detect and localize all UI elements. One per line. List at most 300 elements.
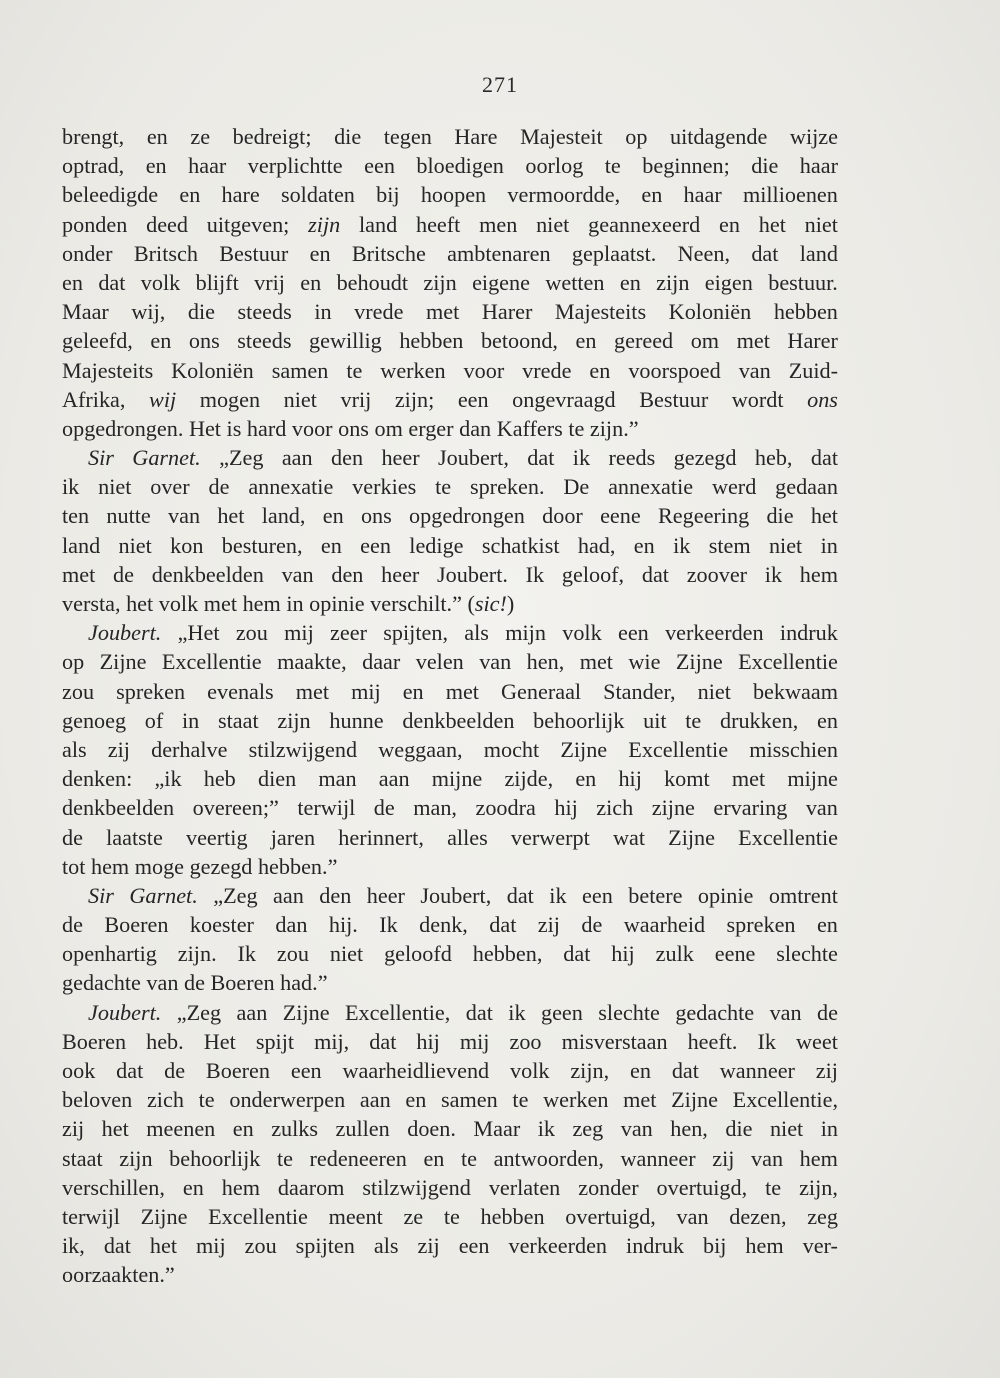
word: had, <box>577 532 616 558</box>
word: Sir <box>88 445 114 471</box>
word: in <box>286 591 304 616</box>
word: door <box>542 503 583 529</box>
word: zijn; <box>394 386 435 412</box>
word: laatste <box>106 824 163 850</box>
word: jaren <box>270 824 316 850</box>
text-line <box>62 1085 838 1114</box>
word: stem <box>708 532 751 558</box>
word: zou <box>276 941 309 967</box>
word: Zijne <box>560 736 608 762</box>
word: bekwaam <box>752 678 838 704</box>
word: zijde, <box>504 766 554 792</box>
word: hij <box>416 1028 440 1054</box>
word: mij <box>351 678 381 704</box>
text-line <box>62 998 838 1027</box>
word: in <box>820 532 838 558</box>
word: met <box>295 678 330 704</box>
word: niet <box>98 474 132 500</box>
word: opinie <box>309 591 365 616</box>
word: Regeering <box>657 503 750 529</box>
word: dezen, <box>729 1203 787 1229</box>
word: opinie <box>697 882 754 908</box>
word: derhalve <box>151 736 228 762</box>
word: „Zeg <box>176 999 222 1025</box>
word: zich <box>596 795 634 821</box>
word: tegen <box>383 124 432 149</box>
text-line <box>62 531 838 560</box>
text-line-words <box>62 531 838 560</box>
word: hij <box>611 941 635 967</box>
text-line-words <box>62 297 838 326</box>
word: geloof, <box>561 561 625 587</box>
word: vrede <box>522 357 572 383</box>
word: Hare <box>454 124 498 149</box>
word: Koloniën <box>668 299 752 325</box>
word: gedachte <box>675 999 755 1025</box>
word: tot <box>62 853 86 879</box>
text-line <box>62 1114 838 1143</box>
word: maakte, <box>277 649 347 675</box>
word: mij <box>284 620 314 646</box>
word: en <box>575 328 597 354</box>
word: heeft. <box>687 1028 738 1054</box>
word: van <box>769 999 802 1025</box>
text-line-words <box>62 414 838 443</box>
word: aan <box>236 999 268 1025</box>
text-line <box>62 326 838 355</box>
word: in <box>314 299 332 325</box>
word: ons <box>807 386 838 412</box>
word: zijne <box>651 795 695 821</box>
word: en <box>182 1174 204 1200</box>
word: als <box>464 620 489 646</box>
word: gereed <box>614 328 674 354</box>
word: zoover <box>686 561 748 587</box>
word: vermoordde, <box>507 182 621 208</box>
word: niet <box>697 678 731 704</box>
word: geleefd, <box>62 328 133 354</box>
word: dat <box>116 1058 144 1083</box>
word: dat <box>98 269 126 295</box>
word: verkeerden <box>508 1233 608 1259</box>
word: een <box>364 153 395 179</box>
text-line <box>62 239 838 268</box>
word: gedachte <box>62 970 141 996</box>
word: ver- <box>802 1233 838 1259</box>
word: de <box>817 999 838 1025</box>
word: hebben <box>480 1203 545 1229</box>
word: hij <box>554 795 578 821</box>
word: ons <box>188 328 220 354</box>
word: betere <box>628 882 683 908</box>
word: volk <box>140 269 181 295</box>
word: volk <box>510 1058 550 1083</box>
word: met <box>623 1087 657 1113</box>
word: den <box>331 445 364 471</box>
word: evenals <box>207 678 274 704</box>
word: ik <box>62 474 80 500</box>
word: heeft <box>415 211 461 237</box>
word: stilzwijgend <box>362 1174 471 1200</box>
word: in <box>182 707 200 733</box>
word: den <box>319 882 352 908</box>
text-line-words <box>62 151 838 180</box>
word: geplaatst. <box>571 240 657 266</box>
word: en <box>719 211 740 237</box>
word: en <box>619 269 641 295</box>
word: annexatie <box>608 474 694 500</box>
word: beloven <box>62 1087 133 1113</box>
word: met <box>426 299 460 325</box>
word: wij, <box>131 299 166 325</box>
word: zijn.” <box>589 415 639 441</box>
word: niet <box>283 386 317 412</box>
text-line <box>62 268 838 297</box>
word: van <box>146 970 179 996</box>
word: aan <box>359 1087 391 1113</box>
word: spreken. <box>469 474 545 500</box>
word: mocht <box>483 736 540 762</box>
word: mijne <box>431 766 483 792</box>
text-line-words <box>62 210 838 239</box>
word: dat <box>563 941 591 967</box>
text-line <box>62 472 838 501</box>
word: Excellentie <box>628 736 729 762</box>
text-line <box>62 735 838 764</box>
word: uitgeven; <box>206 211 290 237</box>
word: wanneer <box>719 1058 795 1083</box>
word: niet <box>329 941 364 967</box>
text-line-words <box>88 618 838 647</box>
word: een <box>360 532 391 558</box>
word: dat <box>751 240 779 266</box>
word: annexatie <box>248 474 334 500</box>
word: te <box>346 357 363 383</box>
word: zou <box>244 1233 277 1259</box>
text-line <box>62 1144 838 1173</box>
text-line-words <box>62 356 838 385</box>
word: om <box>374 415 403 441</box>
word: en <box>322 503 344 529</box>
word: haar <box>799 153 838 179</box>
word: ik <box>673 532 691 558</box>
word: een <box>458 1233 490 1259</box>
text-line <box>62 677 838 706</box>
word: beginnen; <box>642 153 730 179</box>
word: hebben <box>399 328 464 354</box>
text-line <box>62 910 838 939</box>
word: en <box>405 1087 427 1113</box>
word: met <box>203 591 238 616</box>
word: spijten, <box>383 620 448 646</box>
word: steeds <box>237 328 292 354</box>
word: zij <box>62 1116 85 1142</box>
word: zoo <box>509 1028 542 1054</box>
word: Boeren <box>104 912 169 938</box>
word: eigen <box>704 269 753 295</box>
text-line-words <box>62 1260 838 1289</box>
word: stilzwijgend <box>248 736 358 762</box>
word: Ik <box>379 912 398 938</box>
text-line <box>62 1173 838 1202</box>
word: „Het <box>177 620 220 646</box>
word: antwoorden, <box>493 1145 604 1171</box>
text-line-words <box>62 968 838 997</box>
word: de <box>62 912 83 938</box>
text-line <box>62 1056 838 1085</box>
word: uitdagende <box>670 124 768 149</box>
word: ledige <box>409 532 464 558</box>
text-line-words <box>62 823 838 852</box>
word: zulks <box>271 1116 319 1142</box>
word: oorzaakten.” <box>62 1262 175 1288</box>
word: te <box>276 1145 293 1171</box>
word: zijn <box>423 269 457 295</box>
word: de <box>581 912 603 938</box>
word: mij, <box>314 1028 350 1054</box>
word: van <box>281 561 314 587</box>
word: zijn. <box>177 941 217 967</box>
word: een <box>457 386 489 412</box>
word: verwerpt <box>510 824 590 850</box>
word: om <box>690 328 720 354</box>
word: en <box>62 269 83 295</box>
word: hoopen <box>420 182 487 208</box>
word: dien <box>257 766 297 792</box>
word: staat <box>62 1145 103 1171</box>
text-line <box>62 385 838 414</box>
word: ik <box>537 1116 555 1142</box>
word: Maar <box>62 299 109 325</box>
word: samen <box>441 1087 498 1113</box>
word: spreken <box>726 912 796 938</box>
word: Garnet. <box>132 445 201 471</box>
word: doen. <box>407 1116 456 1142</box>
word: het <box>758 211 786 237</box>
text-line-words <box>62 122 838 151</box>
word: geen <box>540 999 583 1025</box>
word: opgedrongen <box>409 503 525 529</box>
word: zoodra <box>475 795 536 821</box>
word: een <box>290 1058 322 1083</box>
word: mogen <box>199 386 261 412</box>
word: kon <box>170 532 204 558</box>
word: ze <box>190 124 211 149</box>
word: en <box>402 678 424 704</box>
word: zullen <box>335 1116 390 1142</box>
word: niet <box>769 1116 804 1142</box>
word: Harer <box>787 328 838 354</box>
word: wie <box>628 649 661 675</box>
word: zij <box>815 1058 838 1083</box>
word: de <box>208 474 230 500</box>
word: Excellentie, <box>344 999 451 1025</box>
word: Ik <box>525 561 545 587</box>
word: te <box>443 1203 460 1229</box>
word: het <box>149 1233 178 1259</box>
word: niet <box>536 211 570 237</box>
word: en <box>179 182 201 208</box>
word: hebben, <box>472 941 543 967</box>
word: man, <box>413 795 457 821</box>
word: hem <box>242 591 281 616</box>
text-line-words <box>62 677 838 706</box>
text-line-words <box>62 326 838 355</box>
text-line-words <box>62 1056 838 1085</box>
word: zij <box>712 1145 735 1171</box>
word: met <box>445 678 479 704</box>
text-line-words <box>62 735 838 764</box>
word: hem <box>90 853 130 879</box>
word: erger <box>408 415 454 441</box>
word: die <box>751 153 779 179</box>
word: Excellentie, <box>732 1087 838 1113</box>
word: de <box>113 561 134 587</box>
word: en <box>300 269 322 295</box>
word: dat <box>641 561 669 587</box>
word: werken <box>380 357 446 383</box>
word: zonder <box>578 1174 639 1200</box>
word: moge <box>134 853 185 879</box>
word: Kaffers <box>496 415 563 441</box>
word: niet <box>118 532 152 558</box>
word: met <box>62 561 96 587</box>
word: te <box>461 1145 478 1171</box>
word: en <box>423 1145 445 1171</box>
word: Het <box>188 415 221 441</box>
word: voor <box>291 415 333 441</box>
text-line-words <box>88 998 838 1027</box>
word: Ik <box>237 941 257 967</box>
word: Het <box>203 1028 236 1054</box>
word: ervaring <box>713 795 788 821</box>
word: een <box>617 620 649 646</box>
word: Joubert. <box>88 620 162 646</box>
word: komt <box>664 766 710 792</box>
word: eene <box>714 941 756 967</box>
word: denk, <box>419 912 468 938</box>
word: mij <box>459 1028 490 1054</box>
word: en <box>309 240 331 266</box>
word: Boeren <box>62 1028 127 1054</box>
word: genoeg <box>62 707 127 733</box>
word: dat <box>671 1058 699 1083</box>
word: Zijne <box>668 824 715 850</box>
word: denken: <box>62 766 133 792</box>
word: Boeren <box>205 1058 270 1083</box>
word: daarom <box>277 1174 345 1200</box>
word: deed <box>146 211 188 237</box>
text-line <box>62 1027 838 1056</box>
text-line-words <box>62 1027 838 1056</box>
word: hem <box>221 1174 260 1200</box>
text-line <box>62 443 838 472</box>
word: oorlog <box>525 153 584 179</box>
word: en <box>816 912 838 938</box>
word: waarheid <box>623 912 706 938</box>
text-line <box>62 764 838 793</box>
word: van <box>751 1145 784 1171</box>
text-line-words <box>62 1202 838 1231</box>
word: dat <box>810 445 838 471</box>
word: ik <box>508 999 526 1025</box>
word: niet <box>768 532 803 558</box>
word: slechte <box>598 999 660 1025</box>
word: had.” <box>280 970 328 996</box>
word: brengt, <box>62 124 125 149</box>
word: Majesteit <box>520 124 603 149</box>
word: ook <box>62 1058 96 1083</box>
word: te <box>685 707 702 733</box>
word: Joubert. <box>437 561 508 587</box>
text-line-words <box>62 706 838 735</box>
word: verlaten <box>488 1174 561 1200</box>
word: waarheidlievend <box>342 1058 490 1083</box>
word: Excellentie <box>738 824 838 850</box>
word: dat <box>489 912 517 938</box>
text-line <box>62 1202 838 1231</box>
text-line-words <box>62 268 838 297</box>
word: hebben <box>773 299 838 325</box>
word: haar <box>188 153 227 179</box>
word: den <box>331 561 364 587</box>
word: „Zeg <box>213 882 258 908</box>
word: men <box>479 211 518 237</box>
word: Zijne <box>140 1203 188 1229</box>
word: misverstaan <box>561 1028 668 1054</box>
word: overeen;” <box>192 795 279 821</box>
word: wordt <box>731 386 784 412</box>
word: mij <box>196 1233 226 1259</box>
word: eigene <box>472 269 530 295</box>
word: ons <box>338 415 369 441</box>
word: overtuigd, <box>656 1174 748 1200</box>
word: en <box>816 707 838 733</box>
word: Harer <box>481 299 533 325</box>
word: velen <box>415 649 464 675</box>
text-line-words <box>62 239 838 268</box>
word: de <box>183 970 205 996</box>
word: mijne <box>787 766 838 792</box>
word: en <box>641 182 663 208</box>
word: de <box>373 795 395 821</box>
word: heer <box>381 445 420 471</box>
word: ponden <box>62 211 128 237</box>
word: zou <box>62 678 95 704</box>
word: wijze <box>789 124 838 149</box>
word: voor <box>463 357 505 383</box>
word: zich <box>146 1087 184 1113</box>
word: Majesteits <box>62 357 154 383</box>
word: Boeren <box>210 970 275 996</box>
word: verschillen, <box>62 1174 165 1200</box>
word: staat <box>217 707 259 733</box>
text-line <box>62 501 838 530</box>
text-line <box>62 122 838 151</box>
word: De <box>563 474 590 500</box>
text-line <box>62 356 838 385</box>
word: zeg <box>572 1116 604 1142</box>
word: land <box>358 211 398 237</box>
word: blijft <box>195 269 239 295</box>
word: Zuid- <box>788 357 838 383</box>
word: aan <box>378 766 410 792</box>
text-line <box>62 881 838 910</box>
word: en <box>633 532 655 558</box>
word: heb, <box>754 445 793 471</box>
word: op <box>62 649 85 675</box>
word: die <box>766 503 794 529</box>
